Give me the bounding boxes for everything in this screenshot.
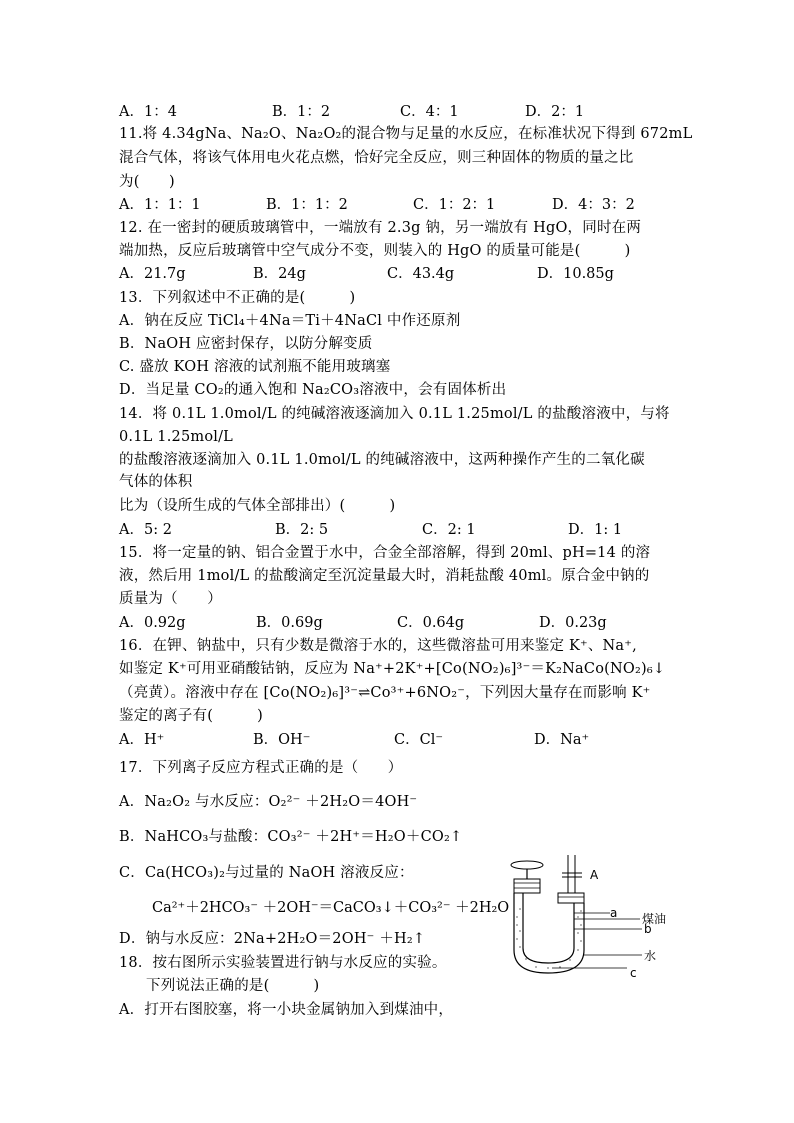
q10-option-b: B．1：2 <box>272 104 331 120</box>
q15-line2: 液，然后用 1mol/L 的盐酸滴定至沉淀量最大时，消耗盐酸 40ml。原合金中钠的 <box>119 568 650 584</box>
q15-option-b: B．0.69g <box>256 615 323 631</box>
q17-option-d: D．钠与水反应：2Na+2H₂O＝2OH⁻ ＋H₂↑ <box>119 931 426 947</box>
q15-line3: 质量为（ ） <box>119 591 222 607</box>
label-water: 水 <box>644 949 657 963</box>
q15-option-a: A．0.92g <box>119 615 186 631</box>
label-a-lower: a <box>610 906 618 920</box>
q16-line4: 鉴定的离子有( ) <box>119 708 264 724</box>
q13-option-b: B．NaOH 应密封保存，以防分解变质 <box>119 336 373 352</box>
q18-line2: 下列说法正确的是( ) <box>146 978 320 994</box>
left-stopper <box>514 879 540 893</box>
water-hatching <box>516 908 581 968</box>
q18-line1: 18．按右图所示实验装置进行钠与水反应的实验。 <box>119 955 447 971</box>
q16-option-a: A．H⁺ <box>119 732 165 748</box>
q17-option-c-equation: Ca²⁺＋2HCO₃⁻ ＋2OH⁻＝CaCO₃↓＋CO₃²⁻ ＋2H₂O <box>152 900 510 916</box>
q13-option-c: C. 盛放 KOH 溶液的试剂瓶不能用玻璃塞 <box>119 359 391 375</box>
q16-option-d: D．Na⁺ <box>534 732 590 748</box>
q12-line1: 12. 在一密封的硬质玻璃管中，一端放有 2.3g 钠，另一端放有 HgO，同时在两 <box>119 220 642 236</box>
q16-line2: 如鉴定 K⁺可用亚硝酸钴钠，反应为 Na⁺+2K⁺+[Co(NO₂)₆]³⁻＝K₂NaCo(NO₂)₆↓ <box>119 661 666 677</box>
q12-option-d: D．10.85g <box>537 266 614 282</box>
label-kerosene: 煤油 <box>642 912 667 926</box>
label-b: b <box>644 922 652 936</box>
q12-option-b: B．24g <box>253 266 306 282</box>
q16-option-c: C．Cl⁻ <box>394 732 443 748</box>
q11-option-c: C．1：2：1 <box>413 197 496 213</box>
q17-option-c: C．Ca(HCO₃)₂与过量的 NaOH 溶液反应： <box>119 865 414 881</box>
q11-line3: 为( ) <box>119 174 175 190</box>
q11-option-a: A．1：1：1 <box>119 197 201 213</box>
q14-option-b: B．2: 5 <box>275 522 329 538</box>
q14-option-c: C．2: 1 <box>422 522 476 538</box>
q14-line3: 的盐酸溶液逐滴加入 0.1L 1.0mol/L 的纯碱溶液中，这两种操作产生的二氧化碳 <box>119 452 645 468</box>
q17-stem: 17．下列离子反应方程式正确的是（ ） <box>119 760 403 776</box>
q15-option-c: C．0.64g <box>397 615 465 631</box>
q10-option-d: D．2：1 <box>525 104 585 120</box>
q16-line1: 16．在钾、钠盐中，只有少数是微溶于水的，这些微溶盐可用来鉴定 K⁺、Na⁺, <box>119 638 637 654</box>
q11-line2: 混合气体，将该气体用电火花点燃，恰好完全反应，则三种固体的物质的量之比 <box>119 150 634 166</box>
left-funnel-top <box>511 861 543 869</box>
q11-line1: 11.将 4.34gNa、Na₂O、Na₂O₂的混合物与足量的水反应，在标准状况下得到 672mL <box>119 126 693 142</box>
q11-option-d: D．4：3：2 <box>552 197 635 213</box>
q13-stem: 13．下列叙述中不正确的是( ) <box>119 290 356 306</box>
q14-line4: 气体的体积 <box>119 474 193 490</box>
q10-option-a: A．1：4 <box>119 104 177 120</box>
q10-option-c: C．4：1 <box>400 104 459 120</box>
q13-option-d: D．当足量 CO₂的通入饱和 Na₂CO₃溶液中，会有固体析出 <box>119 382 507 398</box>
q16-option-b: B．OH⁻ <box>253 732 311 748</box>
q17-option-b: B．NaHCO₃与盐酸：CO₃²⁻ ＋2H⁺＝H₂O＋CO₂↑ <box>119 829 463 845</box>
q14-line2: 0.1L 1.25mol/L <box>119 429 234 445</box>
q15-option-d: D．0.23g <box>539 615 607 631</box>
q12-line2: 端加热，反应后玻璃管中空气成分不变，则装入的 HgO 的质量可能是( ) <box>119 243 631 259</box>
q13-option-a: A．钠在反应 TiCl₄＋4Na＝Ti＋4NaCl 中作还原剂 <box>119 313 461 329</box>
q11-option-b: B．1：1：2 <box>266 197 348 213</box>
q14-line5: 比为（设所生成的气体全部排出）( ) <box>119 498 396 514</box>
q14-option-a: A．5: 2 <box>119 522 172 538</box>
q18-option-a: A．打开右图胶塞，将一小块金属钠加入到煤油中， <box>119 1002 454 1018</box>
q14-option-d: D．1: 1 <box>568 522 623 538</box>
q16-line3: （亮黄）。溶液中存在 [Co(NO₂)₆]³⁻⇌Co³⁺+6NO₂⁻，下列因大量存在而影响 K⁺ <box>119 685 651 701</box>
q14-line1: 14．将 0.1L 1.0mol/L 的纯碱溶液逐滴加入 0.1L 1.25mol/L 的盐酸溶液中，与将 <box>119 406 670 422</box>
q12-option-a: A．21.7g <box>119 266 186 282</box>
u-tube-apparatus-figure <box>490 855 680 985</box>
q15-line1: 15．将一定量的钠、铝合金置于水中，合金全部溶解，得到 20ml、pH=14 的溶 <box>119 545 651 561</box>
label-a-upper: A <box>590 868 599 882</box>
q12-option-c: C．43.4g <box>387 266 455 282</box>
right-stopper <box>558 893 584 903</box>
label-c: c <box>630 966 637 980</box>
q17-option-a: A．Na₂O₂ 与水反应：O₂²⁻ ＋2H₂O＝4OH⁻ <box>119 794 418 810</box>
